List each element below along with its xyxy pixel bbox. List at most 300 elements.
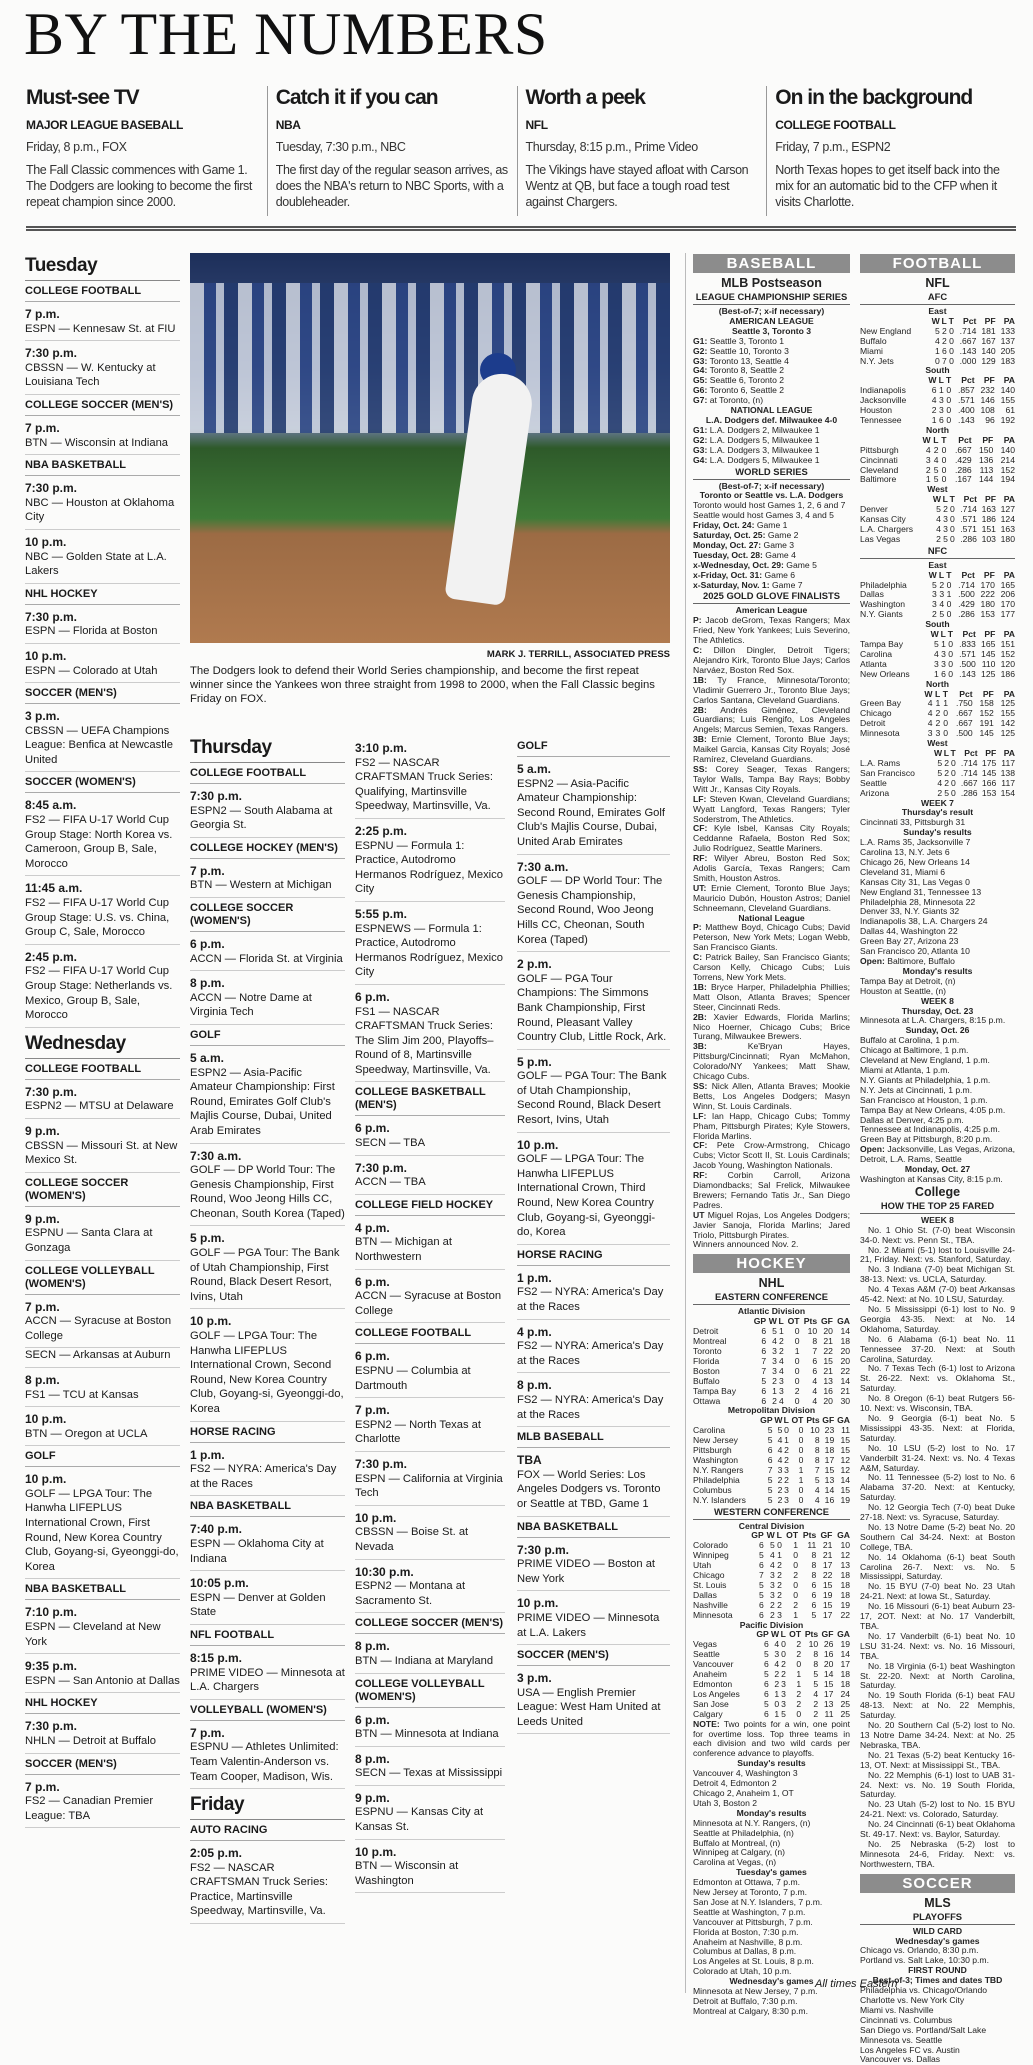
stat-label: G6: xyxy=(693,385,708,396)
stat-cell: 6 xyxy=(758,1560,764,1571)
stat-line: Tennessee at Indianapolis, 4:25 p.m. xyxy=(860,1124,1000,1135)
stat-cell: 4 xyxy=(774,1659,780,1670)
stat-cell: 0 xyxy=(798,1445,804,1456)
column-header: GA xyxy=(837,1530,850,1541)
stat-line: Green Bay at Pittsburgh, 8:20 p.m. xyxy=(860,1134,993,1145)
stat-cell: 2 xyxy=(942,325,947,336)
feature-heading: Must-see TV xyxy=(26,86,139,109)
program-listing: BTN — Indiana at Maryland xyxy=(355,1654,505,1674)
airtime: TBA xyxy=(517,1453,542,1468)
stat-cell: 146 xyxy=(980,395,995,406)
column-header: T xyxy=(947,629,954,640)
airtime: 7 p.m. xyxy=(25,307,60,321)
stat-cell: 14 xyxy=(840,1375,850,1386)
result-paragraph: No. 22 Memphis (6-1) lost to UAB 31-24. Next: vs. No. 19 South Florida, Saturday. xyxy=(860,1769,1015,1800)
stat-cell: 1 xyxy=(943,698,949,709)
airtime: 1 p.m. xyxy=(190,1447,225,1462)
program-listing: ESPNU — Santa Clara at Gonzaga xyxy=(25,1226,180,1260)
feature-worth-a-peek xyxy=(517,86,767,216)
stat-cell: 20 xyxy=(840,1346,850,1356)
stat-line: Los Angeles at St. Louis, 8 p.m. xyxy=(693,1956,814,1967)
stat-cell: .714 xyxy=(960,504,977,515)
stat-cell: 152 xyxy=(979,708,994,719)
stat-cell: 0 xyxy=(949,355,954,366)
day-heading: Thursday xyxy=(190,736,345,763)
stat-cell: 6 xyxy=(761,1395,767,1406)
standings-table xyxy=(693,1317,850,1406)
stat-line: Philadelphia 28, Minnesota 22 xyxy=(860,896,976,907)
stat-line xyxy=(693,1082,850,1112)
stat-cell: 6 xyxy=(761,1385,767,1396)
airtime: 7:10 p.m. xyxy=(25,1605,78,1620)
team-name: Philadelphia xyxy=(860,579,907,590)
program-listing: ESPNEWS — Formula 1: Practice, Autodromo Hermanos Rodríguez, Mexico City xyxy=(355,922,505,985)
group-heading: North xyxy=(926,678,949,689)
column-header: PF xyxy=(982,434,994,445)
airtime: 7 p.m. xyxy=(25,1299,60,1314)
stat-line: Florida at Boston, 7:30 p.m. xyxy=(693,1926,799,1937)
stat-cell: .571 xyxy=(957,395,975,406)
sport-heading: COLLEGE SOCCER (MEN'S) xyxy=(355,1613,505,1634)
stat-line: N.Y. Jets at Cincinnati, 1 p.m. xyxy=(860,1084,973,1095)
stat-cell: 16 xyxy=(824,1494,835,1505)
stat-cell: 0 xyxy=(941,474,947,485)
stat-cell: 0 xyxy=(794,1395,800,1406)
group-heading: Sunday, Oct. 26 xyxy=(905,1025,970,1036)
stat-cell: 5 xyxy=(758,1550,764,1561)
stat-label: 3B: xyxy=(693,734,707,745)
team-name: Colorado xyxy=(693,1540,728,1551)
program-listing: SECN — Arkansas at Auburn xyxy=(25,1348,180,1368)
stat-text: Jacob deGrom, Texas Rangers; Max Fried, New York Yankees; Luis Severino, The Athletics. xyxy=(693,615,851,646)
stat-cell: 16 xyxy=(823,1385,833,1396)
stat-label: 1B: xyxy=(693,674,707,685)
airtime: 10 p.m. xyxy=(190,1314,232,1329)
program-listing: BTN — Minnesota at Indiana xyxy=(355,1727,505,1747)
result-paragraph: No. 25 Nebraska (5-2) lost to Minnesota 24-6, Friday. Next: vs. Northwestern, TBA. xyxy=(860,1838,1015,1869)
stat-cell: 0 xyxy=(946,385,952,396)
stat-cell: 5 xyxy=(767,1494,773,1505)
sport-heading: NFL FOOTBALL xyxy=(190,1625,345,1646)
result-paragraph: No. 16 Missouri (6-1) beat Auburn 23-17, 2OT. Next: at No. 17 Vanderbilt, TBA. xyxy=(860,1601,1015,1631)
sport-heading: COLLEGE SOCCER (MEN'S) xyxy=(25,395,180,416)
stat-cell: .143 xyxy=(957,414,975,425)
stat-label: G3: xyxy=(693,355,708,366)
airtime: 7 p.m. xyxy=(25,1779,60,1794)
result-paragraph: No. 1 Ohio St. (7-0) beat Wisconsin 34-0. Next: vs. Penn St., TBA. xyxy=(860,1224,1015,1245)
stat-cell: 5 xyxy=(943,533,948,544)
program-listing: GOLF — LPGA Tour: The Hanwha LIFEPLUS International Crown, Second Round, New Korea Country Club, Goyang-si, Gyeonggi-do, Korea xyxy=(190,1329,345,1422)
column-header: L xyxy=(783,1415,789,1426)
stat-line: Tampa Bay at New Orleans, 4:05 p.m. xyxy=(860,1104,1006,1115)
stat-cell: 8 xyxy=(813,1659,819,1670)
stat-cell: 1 xyxy=(793,1540,799,1551)
stat-cell: 3 xyxy=(781,1679,786,1689)
stat-cell: 0 xyxy=(798,1484,804,1495)
stat-cell: 2 xyxy=(777,1560,782,1571)
team-name: L.A. Chargers xyxy=(860,523,914,534)
stat-cell: 3 xyxy=(943,514,948,525)
stat-cell: 4 xyxy=(933,648,939,659)
stat-label: x-Saturday, Nov. 1: xyxy=(693,579,770,590)
sport-heading: SOCCER (MEN'S) xyxy=(25,683,180,704)
stat-cell: 3 xyxy=(941,648,946,659)
stat-cell: 21 xyxy=(822,1550,833,1561)
stat-cell: 0 xyxy=(941,454,947,465)
program-listing: ESPNU — Columbia at Dartmouth xyxy=(355,1364,505,1398)
program-listing: FS2 — FIFA U-17 World Cup Group Stage: U.S. vs. China, Group C, Sale, Morocco xyxy=(25,896,180,945)
section-banner: HOCKEY xyxy=(693,1254,850,1273)
stat-cell: 3 xyxy=(943,523,948,534)
airtime: 10 p.m. xyxy=(517,1596,559,1611)
stat-cell: 2 xyxy=(777,1474,783,1485)
stat-cell: 6 xyxy=(941,668,946,679)
airtime: 7:30 p.m. xyxy=(355,1456,408,1471)
stat-cell: 19 xyxy=(840,1639,850,1650)
stat-cell: 16 xyxy=(823,1649,834,1660)
stat-cell: 1 xyxy=(779,1326,784,1337)
stat-text: Xavier Edwards, Florida Marlins; Nico Hoerner, Chicago Cubs; Brice Turang, Milwaukee Brewers. xyxy=(693,1011,850,1042)
program-listing: GOLF — PGA Tour Champions: The Simmons Bank Championship, First Round, Pleasant Valley Country Club, Little Rock, Ark. xyxy=(517,972,670,1050)
stat-cell: 129 xyxy=(981,355,996,366)
team-name: Edmonton xyxy=(693,1679,733,1689)
stat-line xyxy=(693,1112,850,1142)
program-listing: PRIME VIDEO — Minnesota at L.A. Chargers xyxy=(190,1666,345,1700)
team-name: Chicago xyxy=(860,708,892,719)
stat-cell: 0 xyxy=(794,1365,800,1376)
stat-cell: 4 xyxy=(927,708,933,719)
column-header: Pts xyxy=(803,1316,818,1327)
group-heading: Wednesday's games xyxy=(729,1976,814,1987)
result-paragraph: No. 13 Notre Dame (5-2) beat No. 20 Southern Cal 34-24. Next: at Boston College, TBA. xyxy=(860,1521,1015,1552)
stat-cell: 155 xyxy=(1000,708,1015,719)
stat-cell: 7 xyxy=(942,355,947,366)
stat-text: Nick Allen, Atlanta Braves; Mookie Betts, Los Angeles Dodgers; Masyn Winn, St. Louis Cardinals. xyxy=(693,1080,851,1111)
stat-cell: 2 xyxy=(769,1609,775,1620)
stat-cell: 22 xyxy=(822,1570,833,1581)
stat-cell: 4 xyxy=(937,777,943,788)
feature-heading: Worth a peek xyxy=(525,86,645,109)
stat-cell: 15 xyxy=(840,1435,850,1446)
stat-cell: 0 xyxy=(948,648,954,659)
program-listing: ESPN — Florida at Boston xyxy=(25,624,180,644)
stat-cell: 1 xyxy=(796,1669,802,1680)
airtime: 10 p.m. xyxy=(517,1137,559,1152)
program-listing: GOLF — DP World Tour: The Genesis Championship, First Round, Woo Jeong Hills CC, Cheonan, South Korea (Taped) xyxy=(190,1163,345,1226)
stat-line: Cincinnati 33, Pittsburgh 31 xyxy=(860,817,966,828)
stat-label: G1: xyxy=(693,335,708,346)
stat-cell: 6 xyxy=(763,1659,769,1670)
stat-cell: 0 xyxy=(777,1540,782,1551)
team-name: Nashville xyxy=(693,1599,728,1610)
stat-cell: 152 xyxy=(1000,464,1015,475)
stat-line: Buffalo at Carolina, 1 p.m. xyxy=(860,1035,960,1046)
stat-cell: 3 xyxy=(933,658,939,669)
stat-text: Miguel Rojas, Los Angeles Dodgers; Javier Sanoja, Florida Marlins; Jared Triolo, Pittsburgh Pirates. xyxy=(693,1209,850,1240)
stat-cell: 1 xyxy=(794,1346,800,1356)
stat-cell: 2 xyxy=(777,1599,782,1610)
result-paragraph: No. 4 Texas A&M (7-0) beat Arkansas 45-42. Next: at No. 10 LSU, Saturday. xyxy=(860,1284,1015,1305)
stat-cell: 4 xyxy=(777,1454,783,1465)
group-heading: Metropolitan Division xyxy=(727,1405,816,1416)
program-listing: GOLF — PGA Tour: The Bank of Utah Championship, First Round, Black Desert Resort, Ivins, Utah xyxy=(190,1246,345,1309)
team-name: St. Louis xyxy=(693,1579,727,1590)
stat-cell: 140 xyxy=(1000,444,1015,455)
airtime: 10 p.m. xyxy=(25,648,67,663)
stat-cell: 96 xyxy=(985,414,995,425)
stat-label: P: xyxy=(693,615,702,626)
column-header: L xyxy=(941,315,947,326)
stat-line xyxy=(693,983,850,1013)
airtime: 10 p.m. xyxy=(25,1472,67,1487)
column-header: PF xyxy=(983,569,995,580)
stat-cell: 3 xyxy=(939,405,944,416)
airtime: 7:30 p.m. xyxy=(25,1719,78,1734)
stat-cell: 2 xyxy=(813,1698,819,1709)
stat-cell: 5 xyxy=(767,1474,773,1485)
airtime: 7 p.m. xyxy=(355,1403,390,1418)
stat-cell: 0 xyxy=(950,514,955,525)
airtime: 8:45 a.m. xyxy=(25,798,77,813)
team-name: Carolina xyxy=(860,648,893,659)
day-heading: Tuesday xyxy=(25,254,180,281)
stat-cell: 145 xyxy=(979,728,994,739)
standings-row xyxy=(860,456,1015,466)
program-listing: ESPNU — Athletes Unlimited: Team Valentin-Anderson vs. Team Cooper, Madison, Wis. xyxy=(190,1740,345,1789)
result-paragraph: No. 12 Georgia Tech (7-0) beat Duke 27-18. Next: vs. Syracuse, Saturday. xyxy=(860,1502,1015,1523)
stat-text: Game 6 xyxy=(764,569,796,580)
dodgers-celebration-photo xyxy=(190,253,670,643)
program-listing: GOLF — LPGA Tour: The Hanwha LIFEPLUS International Crown, First Round, New Korea Country Club, Goyang-si, Gyeonggi-do, Korea xyxy=(25,1487,180,1580)
program-listing: FS2 — FIFA U-17 World Cup Group Stage: North Korea vs. Cameroon, Group B, Sale, Morocco xyxy=(25,813,180,876)
stat-cell: 4 xyxy=(769,1560,775,1571)
stat-cell: 177 xyxy=(1000,609,1015,620)
team-name: Kansas City xyxy=(860,514,906,525)
sport-heading: VOLLEYBALL (WOMEN'S) xyxy=(190,1700,345,1721)
team-name: San Francisco xyxy=(860,767,915,778)
column-header: PF xyxy=(985,747,997,758)
stat-label: 2B: xyxy=(693,704,707,715)
stat-cell: 7 xyxy=(767,1464,773,1475)
stat-cell: 0 xyxy=(946,405,952,416)
group-heading: Toronto or Seattle vs. L.A. Dodgers xyxy=(699,490,844,501)
stat-line: Detroit at Buffalo, 7:30 p.m. xyxy=(693,1996,798,2006)
stat-cell: 194 xyxy=(1000,474,1015,485)
program-listing: FS2 — NYRA: America's Day at the Races xyxy=(190,1462,345,1496)
stat-cell: 17 xyxy=(822,1560,833,1571)
airtime: 3:10 p.m. xyxy=(355,741,408,755)
team-name: Seattle xyxy=(860,777,887,788)
stat-cell: 2 xyxy=(931,405,937,416)
group-heading: Best-of-3; Times and dates TBD xyxy=(872,1975,1003,1986)
column-header: T xyxy=(950,747,956,758)
stat-line: Indianapolis 38, L.A. Chargers 24 xyxy=(860,916,988,927)
airtime: 7:30 a.m. xyxy=(190,1148,242,1163)
stat-text: Seattle 6, Toronto 2 xyxy=(709,375,785,386)
airtime: 5 p.m. xyxy=(517,1054,552,1069)
sport-heading: COLLEGE BASKETBALL (MEN'S) xyxy=(355,1082,505,1116)
stat-cell: 5 xyxy=(934,325,940,336)
stat-cell: 170 xyxy=(1000,599,1015,610)
team-name: Tampa Bay xyxy=(693,1385,736,1396)
stat-label: G2: xyxy=(693,434,708,445)
program-listing: FS2 — NASCAR CRAFTSMAN Truck Series: Qualifying, Martinsville Speedway, Martinsville, Va. xyxy=(355,756,505,819)
stat-cell: 142 xyxy=(1000,718,1015,729)
stat-cell: 0 xyxy=(950,523,955,534)
group-heading: (Best-of-7; x-if necessary) xyxy=(718,480,825,491)
stat-cell: 125 xyxy=(1000,728,1015,739)
stat-cell: 2 xyxy=(935,718,941,729)
program-listing: GOLF — DP World Tour: The Genesis Championship, Second Round, Woo Jeong Hills CC, Cheonan, South Korea (Taped) xyxy=(517,874,670,952)
stat-cell: 180 xyxy=(1000,533,1015,544)
stat-cell: 18 xyxy=(840,1669,850,1680)
sport-heading: COLLEGE VOLLEYBALL (WOMEN'S) xyxy=(355,1674,505,1708)
stat-cell: 6 xyxy=(761,1346,767,1356)
column-header: GA xyxy=(837,1316,850,1327)
column-header: GP xyxy=(751,1530,764,1541)
column-header: W xyxy=(928,569,937,580)
team-name: Tampa Bay xyxy=(860,639,903,649)
stat-cell: 2 xyxy=(772,1375,777,1386)
stat-cell: 15 xyxy=(824,1464,835,1475)
stat-cell: 3 xyxy=(777,1609,782,1620)
stat-line: Chicago 2, Anaheim 1, OT xyxy=(693,1787,794,1798)
section-banner: BASEBALL xyxy=(693,254,850,273)
stat-label: 3B: xyxy=(693,1041,707,1052)
stat-cell: 4 xyxy=(777,1435,783,1446)
column-header: PF xyxy=(984,315,996,326)
column-header: L xyxy=(940,629,946,640)
airtime: 7:40 p.m. xyxy=(190,1522,243,1537)
column-header: Pct xyxy=(961,569,975,580)
stat-text: Toronto 6, Seattle 2 xyxy=(709,385,785,396)
column-header: PA xyxy=(1003,688,1015,699)
stat-cell: 0 xyxy=(949,335,954,346)
stat-cell: 0 xyxy=(798,1425,804,1436)
stat-cell: 1 xyxy=(946,589,952,600)
airtime: 3 p.m. xyxy=(517,1671,552,1686)
program-listing: ESPN — Colorado at Utah xyxy=(25,664,180,684)
stat-label: Saturday, Oct. 25: xyxy=(693,530,766,541)
stat-line: San Jose at N.Y. Islanders, 7 p.m. xyxy=(693,1896,823,1907)
stat-cell: 2 xyxy=(784,1445,789,1456)
stat-text: Game 5 xyxy=(786,559,817,570)
stat-line: Philadelphia vs. Chicago/Orlando xyxy=(860,1985,988,1996)
stat-cell: 140 xyxy=(981,345,996,356)
stat-line: Toronto would host Games 1, 2, 6 and 7 xyxy=(693,500,846,511)
stat-cell: 2 xyxy=(769,1599,775,1610)
column-header: PF xyxy=(983,375,995,386)
program-listing: ACCN — Notre Dame at Virginia Tech xyxy=(190,991,345,1025)
team-name: Winnipeg xyxy=(693,1550,729,1561)
stat-cell: 15 xyxy=(840,1484,850,1495)
airtime: 7:30 p.m. xyxy=(355,1160,408,1175)
stat-cell: 7 xyxy=(812,1346,818,1356)
stat-cell: 2 xyxy=(925,464,931,475)
subsection-title: NFC xyxy=(860,545,1015,559)
feature-must-see xyxy=(26,86,267,216)
photo-crowd xyxy=(190,283,670,433)
group-heading: Central Division xyxy=(738,1520,805,1531)
stat-cell: .571 xyxy=(959,648,976,659)
team-name: Atlanta xyxy=(860,658,887,669)
stat-cell: 5 xyxy=(781,1708,786,1719)
stat-cell: .429 xyxy=(958,599,975,610)
stat-cell: 117 xyxy=(1001,777,1015,788)
stat-cell: .714 xyxy=(959,325,977,336)
stat-cell: .500 xyxy=(958,589,975,600)
airtime: 8 p.m. xyxy=(517,1378,552,1393)
stat-cell: 2 xyxy=(796,1649,802,1660)
stat-cell: 0 xyxy=(794,1375,800,1386)
stat-cell: 158 xyxy=(979,698,994,709)
stat-cell: .571 xyxy=(960,523,977,534)
stat-cell: 6 xyxy=(767,1445,773,1456)
stat-cell: 3 xyxy=(927,728,933,739)
stat-cell: 10 xyxy=(840,1540,850,1551)
stat-cell: 6 xyxy=(811,1589,817,1600)
stat-text: L.A. Dodgers 5, Milwaukee 1 xyxy=(709,454,820,465)
team-name: Las Vegas xyxy=(860,533,901,544)
stat-line xyxy=(693,765,850,795)
stat-cell: .286 xyxy=(960,533,977,544)
stat-cell: 3 xyxy=(772,1355,777,1366)
team-name: Dallas xyxy=(693,1589,717,1600)
feature-heading: On in the background xyxy=(775,86,973,109)
stat-cell: 6 xyxy=(761,1336,767,1347)
stat-line xyxy=(693,953,850,983)
sport-heading: HORSE RACING xyxy=(190,1422,345,1443)
stat-cell: 26 xyxy=(823,1639,834,1650)
stat-text: Seattle 10, Toronto 3 xyxy=(709,345,789,356)
stat-line xyxy=(693,676,850,706)
stat-cell: 0 xyxy=(794,1336,800,1347)
stat-label: G3: xyxy=(693,444,708,455)
stat-cell: 0 xyxy=(941,444,947,455)
airtime: 8 p.m. xyxy=(25,1372,60,1387)
stat-line: Chicago vs. Orlando, 8:30 p.m. xyxy=(860,1945,979,1956)
stat-cell: 140 xyxy=(1000,385,1015,396)
standings-table xyxy=(693,1531,850,1620)
team-name: Detroit xyxy=(693,1326,719,1337)
airtime: 6 p.m. xyxy=(355,1121,390,1136)
stat-cell: 155 xyxy=(1000,395,1015,406)
stat-text: Ke'Bryan Hayes, Pittsburg/Cincinnati; Ryan McMahon, Colorado/NY Yankees; Matt Shaw, Chicago Cubs. xyxy=(693,1041,850,1082)
stat-cell: 0 xyxy=(951,777,956,788)
sport-heading: COLLEGE FOOTBALL xyxy=(190,763,345,784)
airtime: 8 p.m. xyxy=(190,976,225,991)
stat-text: Kyle Isbel, Kansas City Royals; Ceddanne Rafaela, Boston Red Sox; Julio Rodríguez, Seattle Mariners. xyxy=(693,823,851,854)
stat-text: Matthew Boyd, Chicago Cubs; David Peterson, New York Mets; Logan Webb, San Francisco Giants. xyxy=(693,922,850,953)
result-paragraph: No. 18 Virginia (6-1) beat Washington St. 22-20. Next: at North Carolina, Saturday. xyxy=(860,1660,1015,1691)
team-name: Vegas xyxy=(693,1639,717,1650)
listings-column-2 xyxy=(190,732,345,1924)
stat-cell: 3 xyxy=(772,1346,777,1356)
column-header: L xyxy=(933,434,939,445)
stat-cell: 8 xyxy=(813,1649,819,1660)
airtime: 6 p.m. xyxy=(355,1349,390,1364)
stat-line xyxy=(693,456,850,466)
stat-cell: 4 xyxy=(927,698,933,709)
stat-line: Utah 3, Boston 2 xyxy=(693,1797,758,1808)
stat-line: Minnesota at N.Y. Rangers, (n) xyxy=(693,1817,811,1828)
column-header: OT xyxy=(791,1415,804,1426)
stat-cell: 4 xyxy=(769,1550,775,1561)
group-heading: Pacific Division xyxy=(739,1619,804,1630)
team-name: Baltimore xyxy=(860,474,897,485)
stat-cell: 4 xyxy=(925,444,931,455)
stat-cell: 25 xyxy=(840,1708,850,1719)
